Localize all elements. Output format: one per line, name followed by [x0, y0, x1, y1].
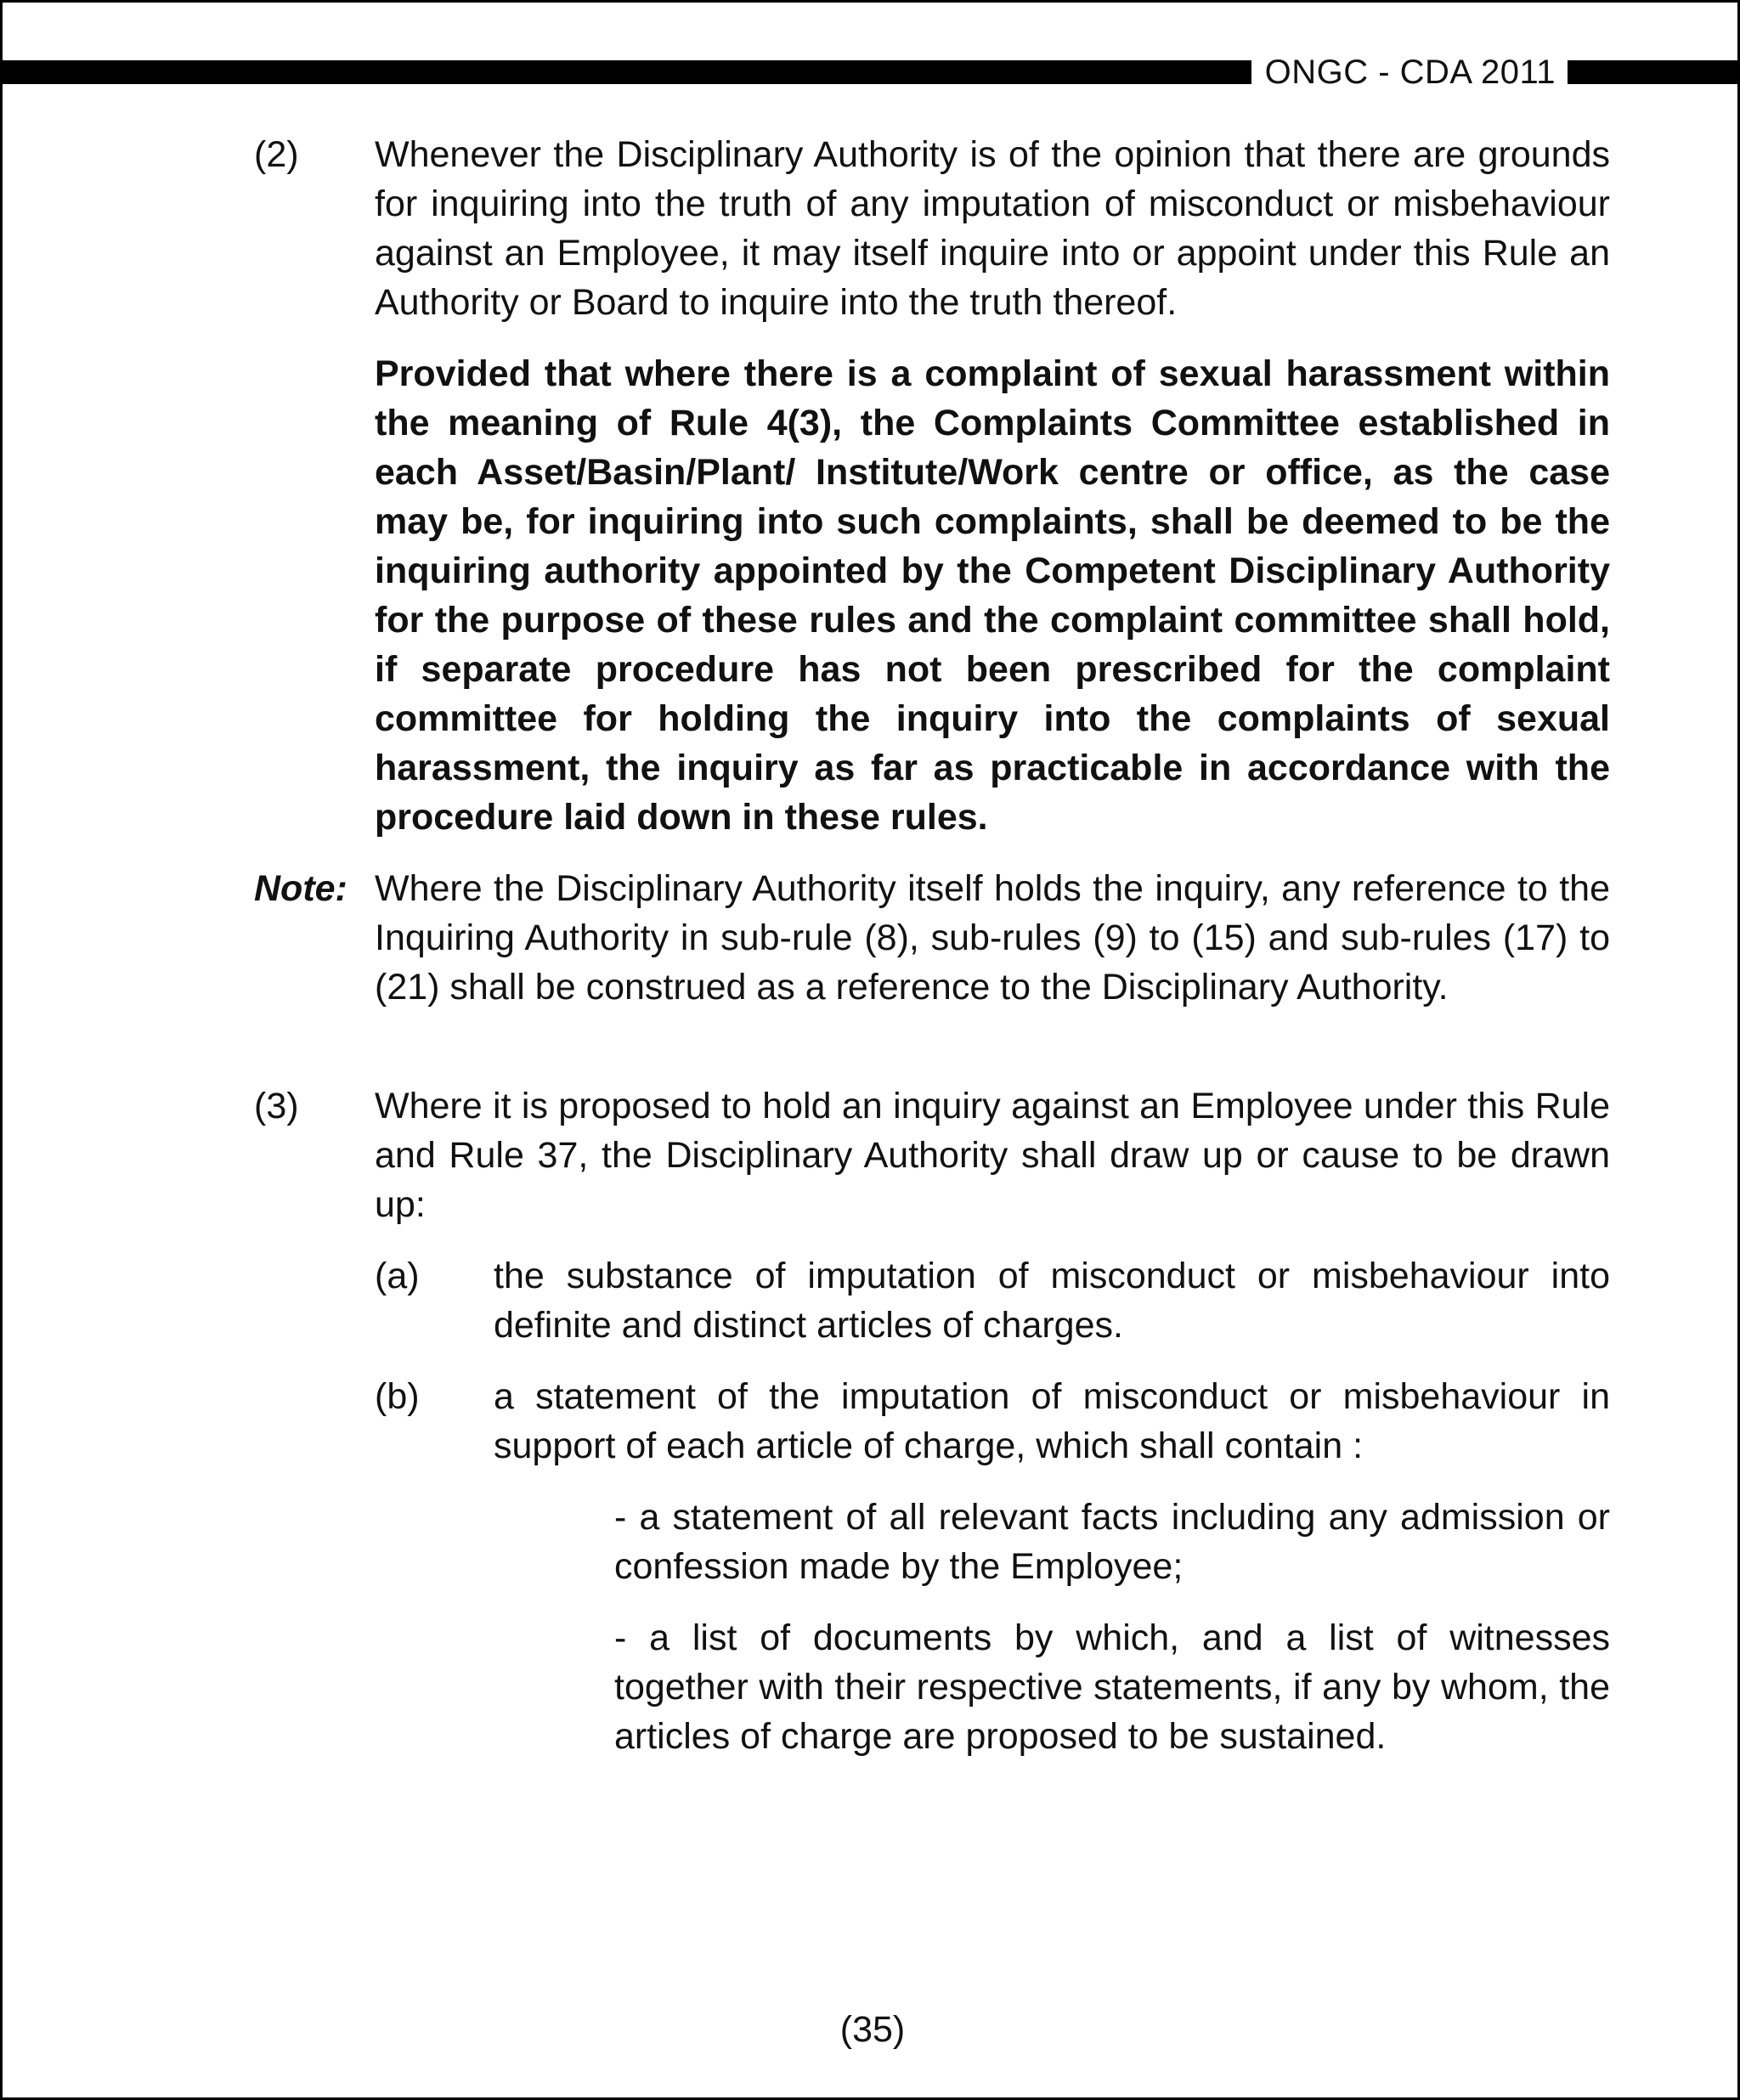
item-label: (b) [375, 1376, 420, 1417]
note-text: Where the Disciplinary Authority itself holds the inquiry, any reference to the Inquiring Authority in sub-rule (8), sub-rules (9) to (15) and sub-rules (17) to (21) shall be construed as a reference to the Disciplinary Authority. [375, 868, 1610, 1008]
clause-2 [254, 130, 1610, 842]
clause-2-number: (2) [254, 134, 299, 175]
document-body [254, 130, 1610, 1761]
clause-2-proviso: Provided that where there is a complaint of sexual harassment within the meaning of Rule 4(3), the Complaints Committee established in each Asset/Basin/Plant/ Institute/Work centre or office, as the case may be, for inquiring into such complaints, shall be deemed to be the inquiring authority appointed by the Competent Disciplinary Authority for the purpose of these rules and the complaint committee shall hold, if separate procedure has not been prescribed for the complaint committee for holding the inquiry into the complaints of sexual harassment, the inquiry as far as practicable in accordance with the procedure laid down in these rules. [375, 353, 1610, 838]
clause-3-bullets [614, 1493, 1610, 1761]
bullet-item: - a list of documents by which, and a list of witnesses together with their respective statements, if any by whom, the articles of charge are proposed to be sustained. [614, 1617, 1610, 1757]
clause-3-text: Where it is proposed to hold an inquiry against an Employee under this Rule and Rule 37, the Disciplinary Authority shall draw up or cause to be drawn up: [375, 1086, 1610, 1225]
clause-3 [254, 1081, 1610, 1229]
clause-3-item-a [375, 1251, 1610, 1350]
header-rule-right [1568, 60, 1737, 84]
clause-2-text: Whenever the Disciplinary Authority is of the opinion that there are grounds for inquiring into the truth of any imputation of misconduct or misbehaviour against an Employee, it may itself inquire into or appoint under this Rule an Authority or Board to inquire into the truth thereof. [375, 134, 1610, 323]
document-header-title: ONGC - CDA 2011 [1251, 52, 1568, 93]
bullet-item: - a statement of all relevant facts including any admission or confession made by the Employee; [614, 1497, 1610, 1587]
note-label: Note: [254, 868, 347, 909]
item-label: (a) [375, 1256, 420, 1296]
clause-3-item-b [375, 1372, 1610, 1471]
clause-3-number: (3) [254, 1086, 299, 1126]
item-text: a statement of the imputation of misconduct or misbehaviour in support of each article of charge, which shall contain : [494, 1376, 1610, 1466]
item-text: the substance of imputation of misconduct or misbehaviour into definite and distinct articles of charges. [494, 1256, 1610, 1346]
page-number: (35) [839, 2009, 906, 2050]
note [254, 864, 1610, 1012]
